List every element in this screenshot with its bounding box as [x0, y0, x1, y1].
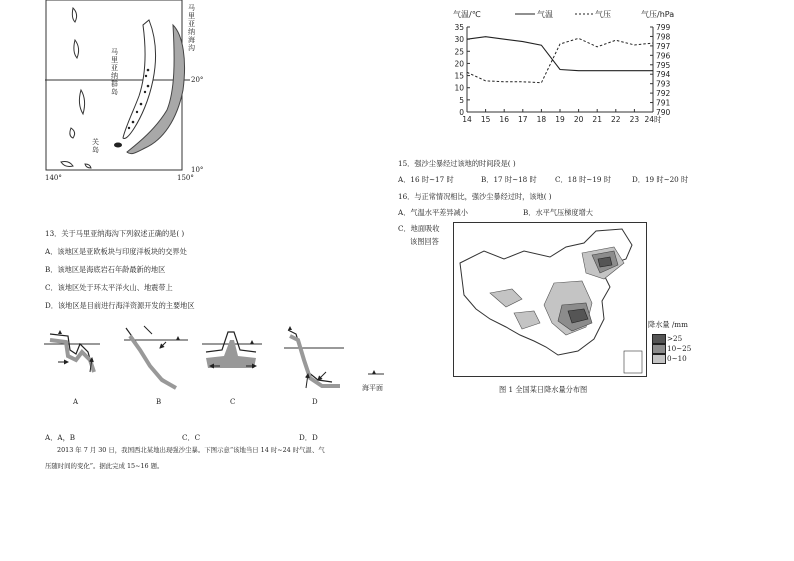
x-tick-label: 21: [592, 115, 602, 124]
q13-option-d[interactable]: D．该地区是目前进行海洋资源开发的主要地区: [45, 301, 195, 310]
guam-label: 关岛: [92, 138, 99, 154]
q13-option-b[interactable]: B．该地区是海底岩石年龄最新的地区: [45, 265, 166, 274]
q14-option-d[interactable]: D．D: [299, 433, 318, 442]
x-tick-label: 14: [462, 115, 472, 124]
section-a: [44, 330, 100, 372]
legend-label-temperature: 气温: [537, 10, 553, 19]
y-tick-label-right: 793: [656, 79, 671, 89]
q15-option-c[interactable]: C．18 时~19 时: [555, 175, 611, 184]
small-island: [72, 8, 76, 22]
legend-swatch-high: [652, 334, 666, 344]
y-tick-label-left: 25: [454, 47, 464, 57]
intro-line2: 压随时间的变化”。据此完成 15~16 题。: [45, 462, 164, 470]
trench-map-svg: [45, 0, 205, 185]
q13-option-c[interactable]: C．该地区处于环太平洋火山、地震带上: [45, 283, 173, 292]
y-tick-label-right: 799: [656, 23, 671, 32]
y-tick-label-left: 35: [454, 23, 464, 32]
series-temperature-line: [467, 37, 653, 71]
section-d: [284, 326, 344, 388]
weather-chart-svg: [445, 5, 705, 130]
y-tick-label-right: 791: [656, 98, 671, 108]
y-tick-label-right: 794: [656, 70, 671, 80]
q13-option-a[interactable]: A．该地区是亚欧板块与印度洋板块的交界处: [45, 247, 187, 256]
y-tick-label-right: 795: [656, 60, 671, 70]
q16-stem: 16．与正常情况相比，强沙尘暴经过时，该地( ): [398, 192, 552, 201]
small-island: [85, 164, 91, 168]
legend-label-high: >25: [667, 334, 683, 343]
q16-continuation: 该图回答: [410, 237, 439, 246]
x-tick-label: 24时: [644, 115, 662, 124]
china-outline: [460, 229, 632, 355]
small-island: [79, 90, 84, 114]
section-c-label: C: [230, 398, 236, 406]
x-tick-label: 18: [536, 115, 547, 124]
precip-legend: [648, 320, 696, 366]
x-tick-label: 16: [499, 115, 509, 124]
y-axis-title-right: 气压/hPa: [641, 10, 675, 19]
weather-chart: [445, 5, 705, 130]
q15-option-a[interactable]: A．16 时~17 时: [398, 175, 454, 184]
section-a-label: A: [73, 398, 79, 406]
q15-option-b[interactable]: B．17 时~18 时: [481, 175, 537, 184]
q13-stem: 13．关于马里亚纳海沟下列叙述正确的是( ): [45, 229, 185, 238]
small-island: [74, 40, 79, 58]
x-tick-label: 17: [518, 115, 528, 124]
legend-label-pressure: 气压: [595, 10, 611, 19]
island-arc-outline: [123, 20, 156, 139]
legend-swatch-mid: [652, 344, 666, 354]
legend-swatch-low: [652, 354, 666, 364]
trench-map: [45, 0, 205, 185]
q16-option-b[interactable]: B．水平气压梯度增大: [523, 208, 593, 217]
x-tick-label: 23: [629, 115, 640, 124]
q14-option-c[interactable]: C．C: [182, 433, 201, 442]
y-tick-label-left: 10: [454, 83, 464, 93]
y-tick-label-left: 20: [454, 59, 464, 69]
y-tick-label-right: 797: [656, 41, 671, 51]
x-tick-label: 20: [573, 115, 584, 124]
section-b: [124, 326, 188, 388]
y-tick-label-left: 15: [454, 71, 464, 81]
q14-option-ab[interactable]: A．A，B: [45, 433, 76, 442]
section-c: [202, 332, 262, 368]
trench-band: [127, 25, 185, 154]
q15-option-d[interactable]: D．19 时~20 时: [632, 175, 689, 184]
x-tick-label: 22: [611, 115, 621, 124]
small-island: [70, 128, 75, 138]
y-tick-label-right: 798: [656, 32, 671, 42]
y-tick-label-right: 792: [656, 89, 671, 99]
lat20-label: 20°: [191, 76, 204, 84]
trench-label: 马里亚纳海沟: [188, 4, 195, 52]
y-tick-label-left: 5: [459, 95, 464, 105]
x-tick-label: 15: [480, 115, 491, 124]
q15-stem: 15．强沙尘暴经过该地的时间段是( ): [398, 159, 516, 168]
legend-label-mid: 10~25: [667, 344, 692, 353]
x-tick-label: 19: [555, 115, 565, 124]
q16-option-a[interactable]: A．气温水平差异减小: [398, 208, 468, 217]
series-pressure-line: [467, 38, 653, 82]
legend-label-low: 0~10: [667, 354, 687, 363]
lon150-label: 150°: [177, 174, 194, 182]
section-b-label: B: [156, 398, 162, 406]
cross-sections: [40, 322, 400, 412]
y-tick-label-left: 30: [454, 35, 464, 45]
legend-title: 降水量 /mm: [648, 320, 688, 329]
lat10-label: 10°: [191, 166, 204, 174]
q16-option-c[interactable]: C．地面吸收: [398, 224, 440, 233]
y-tick-label-right: 790: [656, 108, 671, 117]
small-island: [61, 162, 73, 167]
y-tick-label-right: 796: [656, 51, 671, 61]
sea-level-label: 海平面: [362, 384, 383, 392]
lon140-label: 140°: [45, 174, 62, 182]
y-tick-label-left: 0: [459, 108, 464, 117]
precip-map: [453, 222, 647, 377]
islands-label: 马里亚纳群岛: [111, 48, 118, 96]
section-d-label: D: [312, 398, 318, 406]
y-axis-title-left: 气温/℃: [453, 10, 481, 19]
intro-line1: 2013 年 7 月 30 日，我国西北某地出现强沙尘暴。下图示意“该地当日 14 时~24 时气温、气: [57, 446, 325, 454]
precip-caption: 图 1 全国某日降水量分布图: [499, 385, 588, 394]
guam-island: [114, 143, 122, 148]
